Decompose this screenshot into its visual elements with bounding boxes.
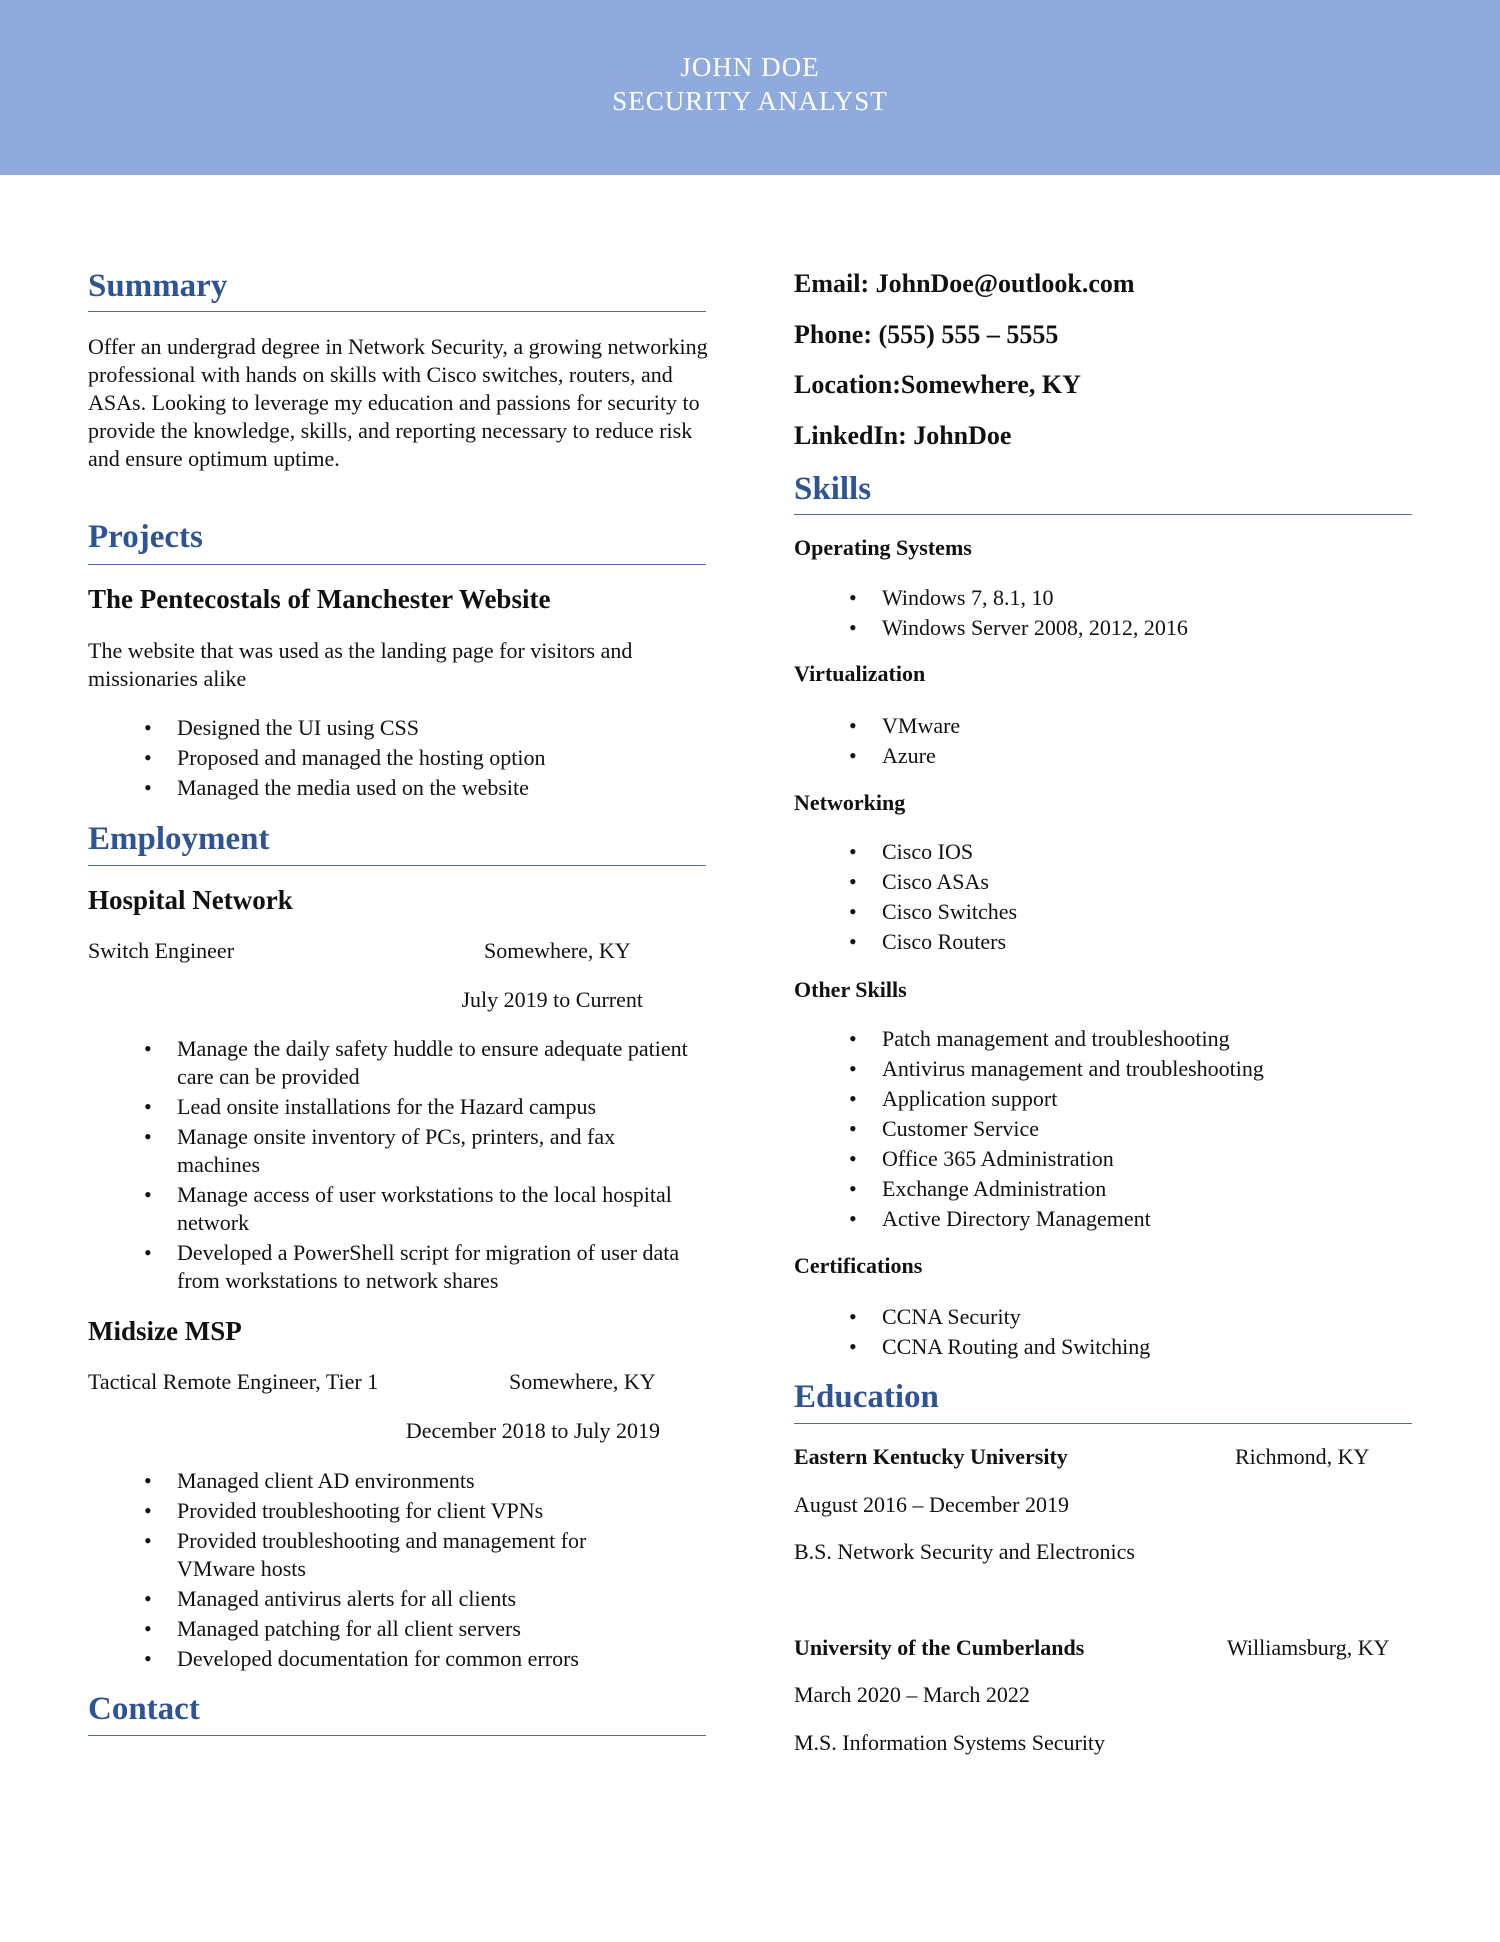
- list-item: • CCNA Security: [882, 1302, 1150, 1332]
- list-item: • Customer Service: [882, 1114, 1264, 1144]
- education-heading: Education: [794, 1379, 939, 1415]
- skill-list: [882, 583, 1188, 643]
- project-bullets: [177, 713, 697, 803]
- list-item: • Cisco ASAs: [882, 867, 1017, 897]
- list-item: • Application support: [882, 1084, 1264, 1114]
- list-item: • Developed a PowerShell script for migration of user data from workstations to network shares: [177, 1239, 702, 1295]
- list-item: • Manage onsite inventory of PCs, printers, and fax machines: [177, 1123, 702, 1179]
- skill-list: [882, 1024, 1264, 1234]
- list-item: • Proposed and managed the hosting option: [177, 743, 697, 773]
- list-item: • Managed antivirus alerts for all clients: [177, 1585, 657, 1613]
- employment-heading: Employment: [88, 821, 270, 857]
- skill-list: [882, 1302, 1150, 1362]
- list-item: • Developed documentation for common errors: [177, 1645, 657, 1673]
- list-item: • Manage access of user workstations to the local hospital network: [177, 1181, 702, 1237]
- list-item: • Managed client AD environments: [177, 1467, 657, 1495]
- school-dates: March 2020 – March 2022: [794, 1682, 1030, 1707]
- list-item: • Provided troubleshooting and management for VMware hosts: [177, 1527, 657, 1583]
- list-item: • Manage the daily safety huddle to ensure adequate patient care can be provided: [177, 1035, 702, 1091]
- skill-list: [882, 837, 1017, 957]
- school-location: Williamsburg, KY: [1227, 1635, 1390, 1660]
- project-description: The website that was used as the landing page for visitors and missionaries alike: [88, 638, 633, 691]
- job-company: Hospital Network: [88, 885, 293, 915]
- list-item: • Managed the media used on the website: [177, 773, 697, 803]
- project-title: The Pentecostals of Manchester Website: [88, 584, 551, 614]
- list-item: • Provided troubleshooting for client VPNs: [177, 1497, 657, 1525]
- projects-heading: Projects: [88, 519, 203, 555]
- job-bullets: [177, 1467, 657, 1675]
- skills-divider: [794, 514, 1412, 515]
- resume-header: [0, 0, 1500, 175]
- job-role: Switch Engineer: [88, 938, 235, 963]
- list-item: • Windows 7, 8.1, 10: [882, 583, 1188, 613]
- job-company: Midsize MSP: [88, 1316, 242, 1346]
- skill-category: Networking: [794, 790, 906, 815]
- list-item: • Designed the UI using CSS: [177, 713, 697, 743]
- projects-divider: [88, 564, 706, 565]
- school-degree: B.S. Network Security and Electronics: [794, 1539, 1135, 1564]
- skill-category: Operating Systems: [794, 535, 972, 560]
- summary-divider: [88, 311, 706, 312]
- skill-category: Other Skills: [794, 977, 907, 1002]
- school-location: Richmond, KY: [1235, 1444, 1370, 1469]
- list-item: • Windows Server 2008, 2012, 2016: [882, 613, 1188, 643]
- skills-heading: Skills: [794, 471, 872, 507]
- school-degree: M.S. Information Systems Security: [794, 1730, 1106, 1755]
- contact-linkedin: LinkedIn: JohnDoe: [794, 421, 1012, 450]
- list-item: • Patch management and troubleshooting: [882, 1024, 1264, 1054]
- list-item: • Exchange Administration: [882, 1174, 1264, 1204]
- list-item: • Cisco Switches: [882, 897, 1017, 927]
- contact-heading: Contact: [88, 1691, 200, 1727]
- education-divider: [794, 1423, 1412, 1424]
- list-item: • Antivirus management and troubleshooting: [882, 1054, 1264, 1084]
- job-role: Tactical Remote Engineer, Tier 1: [88, 1369, 379, 1394]
- job-location: Somewhere, KY: [484, 938, 631, 963]
- list-item: • Cisco Routers: [882, 927, 1017, 957]
- list-item: • CCNA Routing and Switching: [882, 1332, 1150, 1362]
- skill-category: Virtualization: [794, 661, 926, 686]
- summary-heading: Summary: [88, 268, 228, 304]
- employment-divider: [88, 865, 706, 866]
- skill-category: Certifications: [794, 1253, 923, 1278]
- job-bullets: [177, 1035, 702, 1297]
- list-item: • Active Directory Management: [882, 1204, 1264, 1234]
- job-dates: July 2019 to Current: [461, 987, 643, 1012]
- school-name: Eastern Kentucky University: [794, 1444, 1068, 1469]
- job-dates: December 2018 to July 2019: [405, 1418, 660, 1443]
- list-item: • VMware: [882, 711, 960, 741]
- list-item: • Managed patching for all client servers: [177, 1615, 657, 1643]
- school-name: University of the Cumberlands: [794, 1635, 1085, 1660]
- list-item: • Lead onsite installations for the Hazard campus: [177, 1093, 702, 1121]
- contact-location: Location:Somewhere, KY: [794, 370, 1081, 399]
- candidate-title: SECURITY ANALYST: [612, 86, 888, 116]
- school-dates: August 2016 – December 2019: [794, 1492, 1069, 1517]
- contact-divider: [88, 1735, 706, 1736]
- skill-list: [882, 711, 960, 771]
- list-item: • Office 365 Administration: [882, 1144, 1264, 1174]
- list-item: • Azure: [882, 741, 960, 771]
- candidate-name: JOHN DOE: [680, 52, 820, 82]
- job-location: Somewhere, KY: [509, 1369, 656, 1394]
- list-item: • Cisco IOS: [882, 837, 1017, 867]
- contact-phone: Phone: (555) 555 – 5555: [794, 320, 1059, 349]
- summary-text: Offer an undergrad degree in Network Security, a growing networking professional with hands on skills with Cisco switches, routers, and ASAs. Looking to leverage my education and passions for security to provide the knowledge, skills, and reporting necessary to reduce risk and ensure optimum uptime.: [88, 334, 708, 471]
- contact-email: Email: JohnDoe@outlook.com: [794, 269, 1135, 298]
